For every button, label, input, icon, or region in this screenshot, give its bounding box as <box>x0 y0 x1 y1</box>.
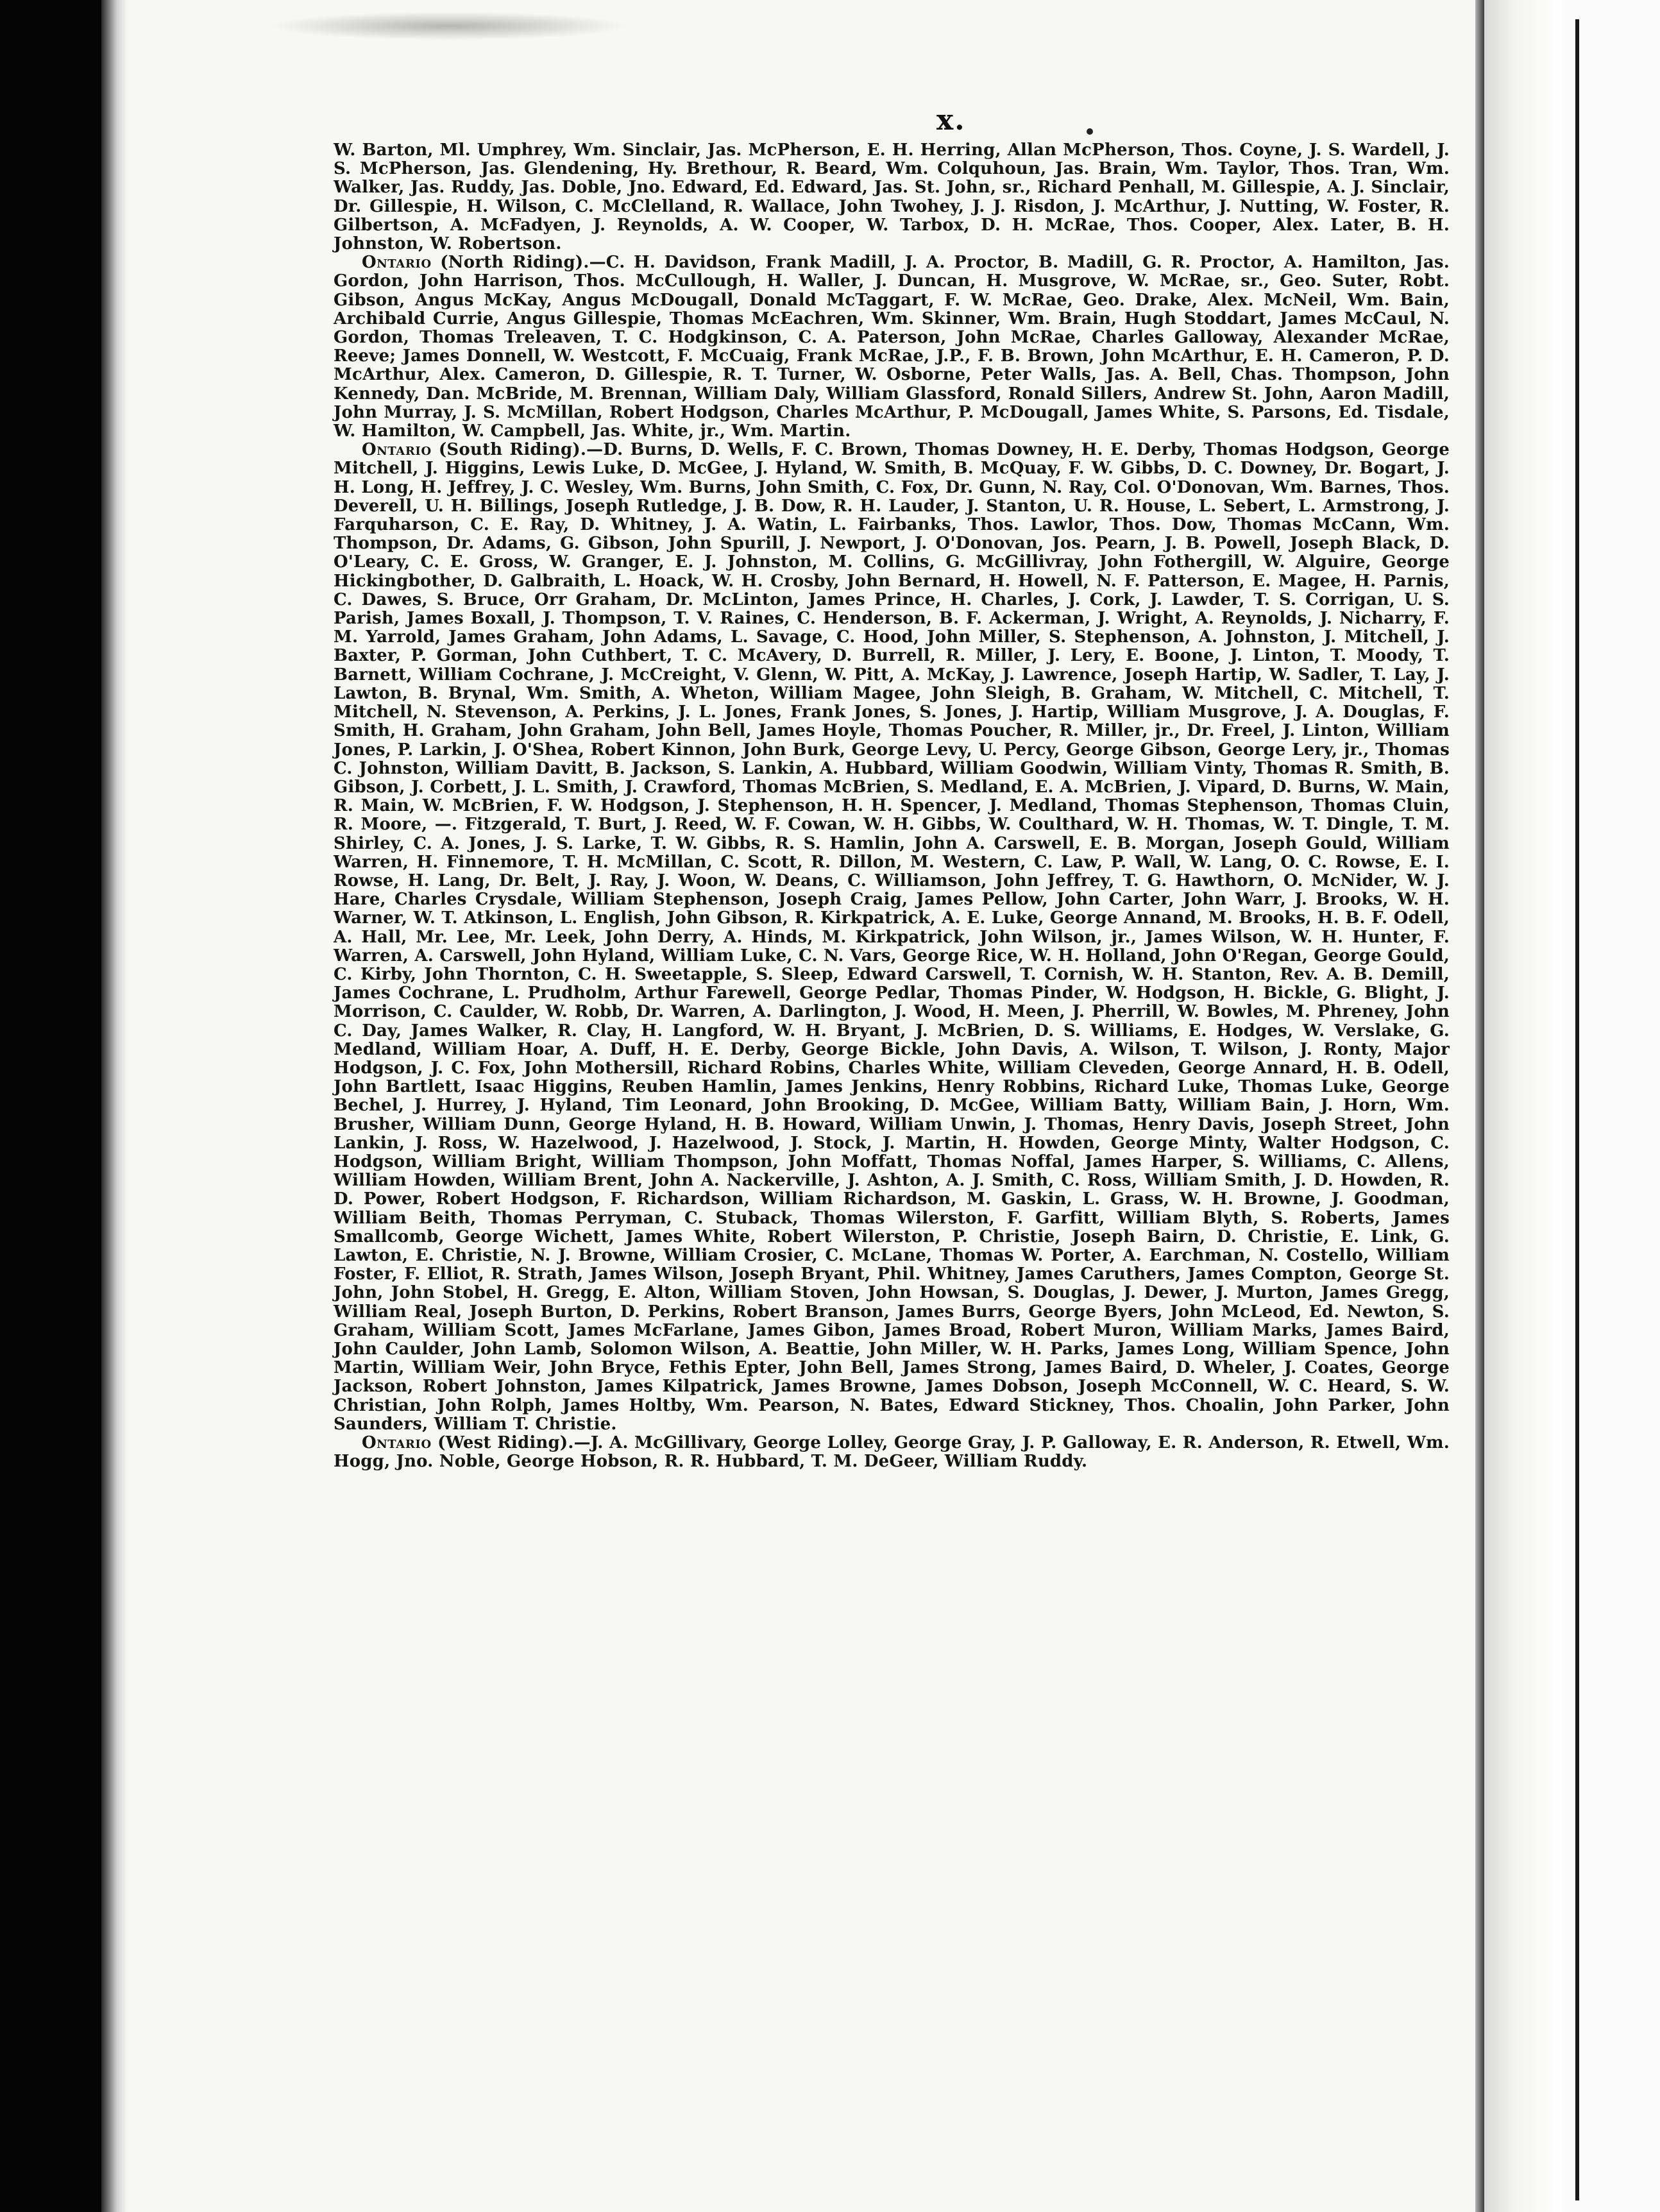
facing-page-edge-line <box>1575 19 1579 2200</box>
paragraph-text: (South Riding).—D. Burns, D. Wells, F. C. Brown, Thomas Downey, H. E. Derby, Thomas Hodgson, George Mitchell, J. Higgins, Lewis Luke, D. McGee, J. Hyland, W. Smith, B. McQuay, F. W. Gibbs, D. C. Downey, Dr. Bogart, J. H. Long, H. Jeffrey, J. C. Wesley, Wm. Burns, John Smith, C. Fox, Dr. Gunn, N. Ray, Col. O'Donovan, Wm. Barnes, Thos. Deverell, U. H. Billings, Joseph Rutledge, J. B. Dow, R. H. Lauder, J. Stanton, U. R. House, L. Sebert, L. Armstrong, J. Farquharson, C. E. Ray, D. Whitney, J. A. Watin, L. Fairbanks, Thos. Lawlor, Thos. Dow, Thomas McCann, Wm. Thompson, Dr. Adams, G. Gibson, John Spurill, J. Newport, J. O'Donovan, Jos. Pearn, J. B. Powell, Joseph Black, D. O'Leary, C. E. Gross, W. Granger, E. J. Johnston, M. Collins, G. McGillivray, John Fothergill, W. Alguire, George Hickingbother, D. Galbraith, L. Hoack, W. H. Crosby, John Bernard, H. Howell, N. F. Patterson, E. Magee, H. Parnis, C. Dawes, S. Bruce, Orr Graham, Dr. McLinton, James Prince, H. Charles, J. Cork, J. Lawder, T. S. Corrigan, U. S. Parish, James Boxall, J. Thompson, T. V. Raines, C. Henderson, B. F. Ackerman, J. Wright, A. Reynolds, J. Nicharry, F. M. Yarrold, James Graham, John Adams, L. Savage, C. Hood, John Miller, S. Stephenson, A. Johnston, J. Mitchell, J. Baxter, P. Gorman, John Cuthbert, T. C. McAvery, D. Burrell, R. Miller, J. Lery, E. Boone, J. Linton, T. Moody, T. Barnett, William Cochrane, J. McCreight, V. Glenn, W. Pitt, A. McKay, J. Lawrence, Joseph Hartip, W. Sadler, T. Lay, J. Lawton, B. Brynal, Wm. Smith, A. Wheton, William Magee, John Sleigh, B. Graham, W. Mitchell, C. Mitchell, T. Mitchell, N. Stevenson, A. Perkins, J. L. Jones, Frank Jones, S. Jones, J. Hartip, William Musgrove, J. A. Douglas, F. Smith, H. Graham, John Graham, John Bell, James Hoyle, Thomas Poucher, R. Miller, jr., Dr. Freel, J. Linton, William Jones, P. Larkin, J. O'Shea, Robert Kinnon, John Burk, George Levy, U. Percy, George Gibson, George Lery, jr., Thomas C. Johnston, William Davitt, B. Jackson, S. Lankin, A. Hubbard, William Goodwin, William Vinty, Thomas R. Smith, B. Gibson, J. Corbett, J. L. Smith, J. Crawford, Thomas McBrien, S. Medland, E. A. McBrien, J. Vipard, D. Burns, W. Main, R. Main, W. McBrien, F. W. Hodgson, J. Stephenson, H. H. Spencer, J. Medland, Thomas Stephenson, Thomas Cluin, R. Moore, —. Fitzgerald, T. Burt, J. Reed, W. F. Cowan, W. H. Gibbs, W. Coulthard, W. H. Thomas, W. T. Dingle, T. M. Shirley, C. A. Jones, J. S. Larke, T. W. Gibbs, R. S. Hamlin, John A. Carswell, E. B. Morgan, Joseph Gould, William Warren, H. Finnemore, T. H. McMillan, C. Scott, R. Dillon, M. Western, C. Law, P. Wall, W. Lang, O. C. Rowse, E. I. Rowse, H. Lang, Dr. Belt, J. Ray, J. Woon, W. Deans, C. Williamson, John Jeffrey, T. G. Hawthorn, O. McNider, W. J. Hare, Charles Crysdale, William Stephenson, Joseph Craig, James Pellow, John Carter, John Warr, J. Brooks, W. H. Warner, W. T. Atkinson, L. English, John Gibson, R. Kirkpatrick, A. E. Luke, George Annand, M. Brooks, H. B. F. Odell, A. Hall, Mr. Lee, Mr. Leek, John Derry, A. Hinds, M. Kirkpatrick, John Wilson, jr., James Wilson, W. H. Hunter, F. Warren, A. Carswell, John Hyland, William Luke, C. N. Vars, George Rice, W. H. Holland, John O'Regan, George Gould, C. Kirby, John Thornton, C. H. Sweetapple, S. Sleep, Edward Carswell, T. Cornish, W. H. Stanton, Rev. A. B. Demill, James Cochrane, L. Prudholm, Arthur Farewell, George Pedlar, Thomas Pinder, W. Hodgson, H. Bickle, G. Blight, J. Morrison, C. Caulder, W. Robb, Dr. Warren, A. Darlington, J. Wood, H. Meen, J. Pherrill, W. Bowles, M. Phreney, John C. Day, James Walker, R. Clay, H. Langford, W. H. Bryant, J. McBrien, D. S. Williams, E. Hodges, W. Verslake, G. Medland, William Hoar, A. Duff, H. E. Derby, George Bickle, John Davis, A. Wilson, T. Wilson, J. Ronty, Major Hodgson, J. C. Fox, John Mothersill, Richard Robins, Charles White, William Cleveden, George Annard, H. B. Odell, John Bartlett, Isaac Higgins, Reuben Hamlin, James Jenkins, Henry Robbins, Richard Luke, Thomas Luke, George Bechel, J. Hurrey, J. Hyland, Tim Leonard, John Brooking, D. McGee, William Batty, William Bain, J. Horn, Wm. Brusher, William Dunn, George Hyland, H. B. Howard, William Unwin, J. Thomas, Henry Davis, Joseph Street, John Lankin, J. Ross, W. Hazelwood, J. Hazelwood, J. Stock, J. Martin, H. Howden, George Minty, Walter Hodgson, C. Hodgson, William Bright, William Thompson, John Moffatt, Thomas Noffal, James Harper, S. Williams, C. Allens, William Howden, William Brent, John A. Nackerville, J. Ashton, A. J. Smith, C. Ross, William Smith, J. D. Howden, R. D. Power, Robert Hodgson, F. Richardson, William Richardson, M. Gaskin, L. Grass, W. H. Browne, J. Goodman, William Beith, Thomas Perryman, C. Stuback, Thomas Wilerston, F. Garfitt, William Blyth, S. Roberts, James Smallcomb, George Wichett, James White, Robert Wilerston, P. Christie, Joseph Bairn, D. Christie, E. Link, G. Lawton, E. Christie, N. J. Browne, William Crosier, C. McLane, Thomas W. Porter, A. Earchman, N. Costello, William Foster, F. Elliot, R. Strath, James Wilson, Joseph Bryant, Phil. Whitney, James Caruthers, James Compton, George St. John, John Stobel, H. Gregg, E. Alton, William Stoven, John Howsan, S. Douglas, J. Dewer, J. Murton, James Gregg, William Real, Joseph Burton, D. Perkins, Robert Branson, James Burrs, George Byers, John McLeod, Ed. Newton, S. Graham, William Scott, James McFarlane, James Gibon, James Broad, Robert Muron, William Marks, James Baird, John Caulder, John Lamb, Solomon Wilson, A. Beattie, John Miller, W. H. Parks, James Long, William Spence, John Martin, William Weir, John Bryce, Fethis Epter, John Bell, James Strong, James Baird, D. Wheler, J. Coates, George Jackson, Robert Johnston, James Kilpatrick, James Browne, James Dobson, Joseph McConnell, W. C. Heard, S. W. Christian, John Rolph, James Holtby, Wm. Pearson, N. Bates, Edward Stickney, Thos. Choalin, John Parker, John Saunders, William T. Christie. <box>334 440 1450 1434</box>
paragraph-text: (North Riding).—C. H. Davidson, Frank Madill, J. A. Proctor, B. Madill, G. R. Proctor, A. Hamilton, Jas. Gordon, John Harrison, Thos. McCullough, H. Waller, J. Duncan, H. Musgrove, W. McRae, sr., Geo. Suter, Robt. Gibson, Angus McKay, Angus McDougall, Donald McTaggart, F. W. McRae, Geo. Drake, Alex. McNeil, Wm. Bain, Archibald Currie, Angus Gillespie, Thomas McEachren, Wm. Skinner, Wm. Brain, Hugh Stoddart, James McCaul, N. Gordon, Thomas Treleaven, T. C. Hodgkinson, C. A. Paterson, John McRae, Charles Galloway, Alexander McRae, Reeve; James Donnell, W. Westcott, F. McCuaig, Frank McRae, J.P., F. B. Brown, John McArthur, E. H. Cameron, P. D. McArthur, Alex. Cameron, D. Gillespie, R. T. Turner, W. Osborne, Peter Walls, Jas. A. Bell, Chas. Thompson, John Kennedy, Dan. McBride, M. Brennan, William Daly, William Glassford, Ronald Sillers, Andrew St. John, Aaron Madill, John Murray, J. S. McMillan, Robert Hodgson, Charles McArthur, P. McDougall, James White, S. Parsons, Ed. Tisdale, W. Hamilton, W. Campbell, Jas. White, jr., Wm. Martin. <box>334 253 1450 441</box>
paragraph-ontario-west-riding <box>334 1434 1450 1471</box>
top-smudge <box>269 12 629 40</box>
page-left-shadow <box>101 0 127 2212</box>
paragraph-ontario-north-riding <box>334 253 1450 441</box>
paragraph-ontario-south-riding <box>334 441 1450 1434</box>
page-right-edge <box>1475 0 1484 2212</box>
section-lead: Ontario <box>362 253 432 273</box>
section-lead: Ontario <box>362 440 432 460</box>
paragraph-text: (West Riding).—J. A. McGillivary, George Lolley, George Gray, J. P. Galloway, E. R. Anderson, R. Etwell, Wm. Hogg, Jno. Noble, George Hobson, R. R. Hubbard, T. M. DeGeer, William Ruddy. <box>334 1433 1450 1472</box>
book-gutter <box>1484 0 1561 2212</box>
paragraph-continued <box>334 141 1450 253</box>
paragraph-text: W. Barton, Ml. Umphrey, Wm. Sinclair, Jas. McPherson, E. H. Herring, Allan McPherson, Thos. Coyne, J. S. Wardell, J. S. McPherson, Jas. Glendening, Hy. Brethour, R. Beard, Wm. Colquhoun, Jas. Brain, Wm. Taylor, Thos. Tran, Wm. Walker, Jas. Ruddy, Jas. Doble, Jno. Edward, Ed. Edward, Jas. St. John, sr., Richard Penhall, M. Gillespie, A. J. Sinclair, Dr. Gillespie, H. Wilson, C. McClelland, R. Wallace, John Twohey, J. J. Risdon, J. McArthur, J. Nutting, W. Foster, R. Gilbertson, A. McFadyen, J. Reynolds, A. W. Cooper, W. Tarbox, D. H. McRae, Thos. Cooper, Alex. Later, B. H. Johnston, W. Robertson. <box>334 140 1450 254</box>
stray-mark <box>1087 128 1093 135</box>
subscriber-list <box>334 141 1450 1471</box>
section-lead: Ontario <box>362 1433 432 1453</box>
page-number: x. <box>936 104 966 137</box>
